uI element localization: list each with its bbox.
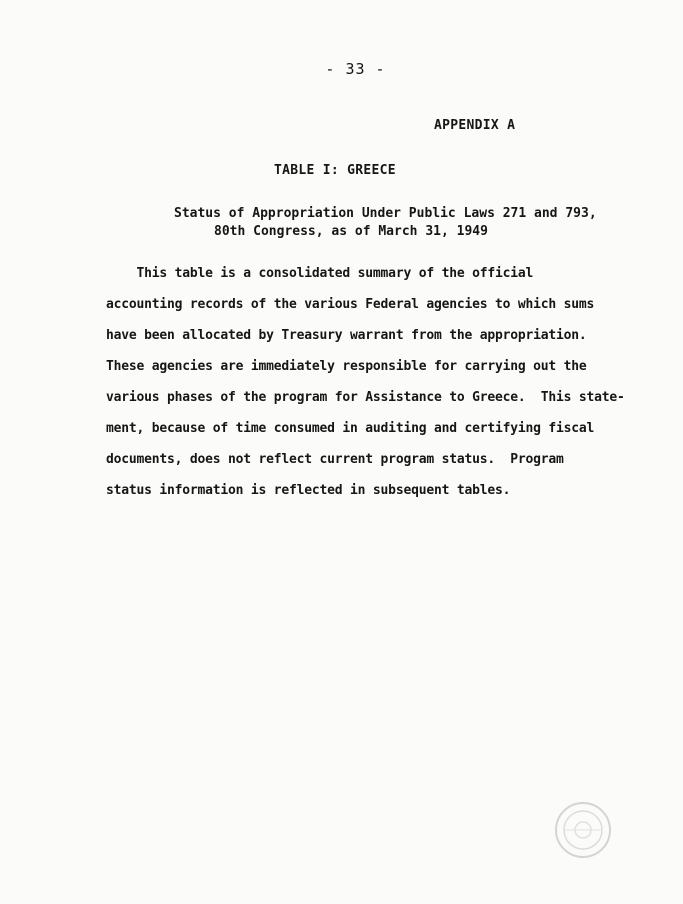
body-line: These agencies are immediately responsible for carrying out the	[106, 359, 587, 374]
table-subtitle-line-1: Status of Appropriation Under Public Laws 271 and 793,	[174, 206, 597, 221]
body-line: accounting records of the various Federal agencies to which sums	[106, 297, 595, 312]
table-subtitle-line-2: 80th Congress, as of March 31, 1949	[214, 224, 488, 239]
body-line: various phases of the program for Assistance to Greece. This state-	[106, 390, 625, 405]
archive-seal-stamp-icon	[553, 800, 613, 860]
body-line: This table is a consolidated summary of the official	[106, 266, 534, 281]
body-line: status information is reflected in subsequent tables.	[106, 483, 511, 498]
appendix-heading: APPENDIX A	[434, 118, 516, 133]
body-line: documents, does not reflect current program status. Program	[106, 452, 564, 467]
body-line: have been allocated by Treasury warrant from the appropriation.	[106, 328, 587, 343]
table-title: TABLE I: GREECE	[274, 163, 396, 178]
body-line: ment, because of time consumed in auditing and certifying fiscal	[106, 421, 595, 436]
page-number: - 33 -	[325, 60, 386, 78]
